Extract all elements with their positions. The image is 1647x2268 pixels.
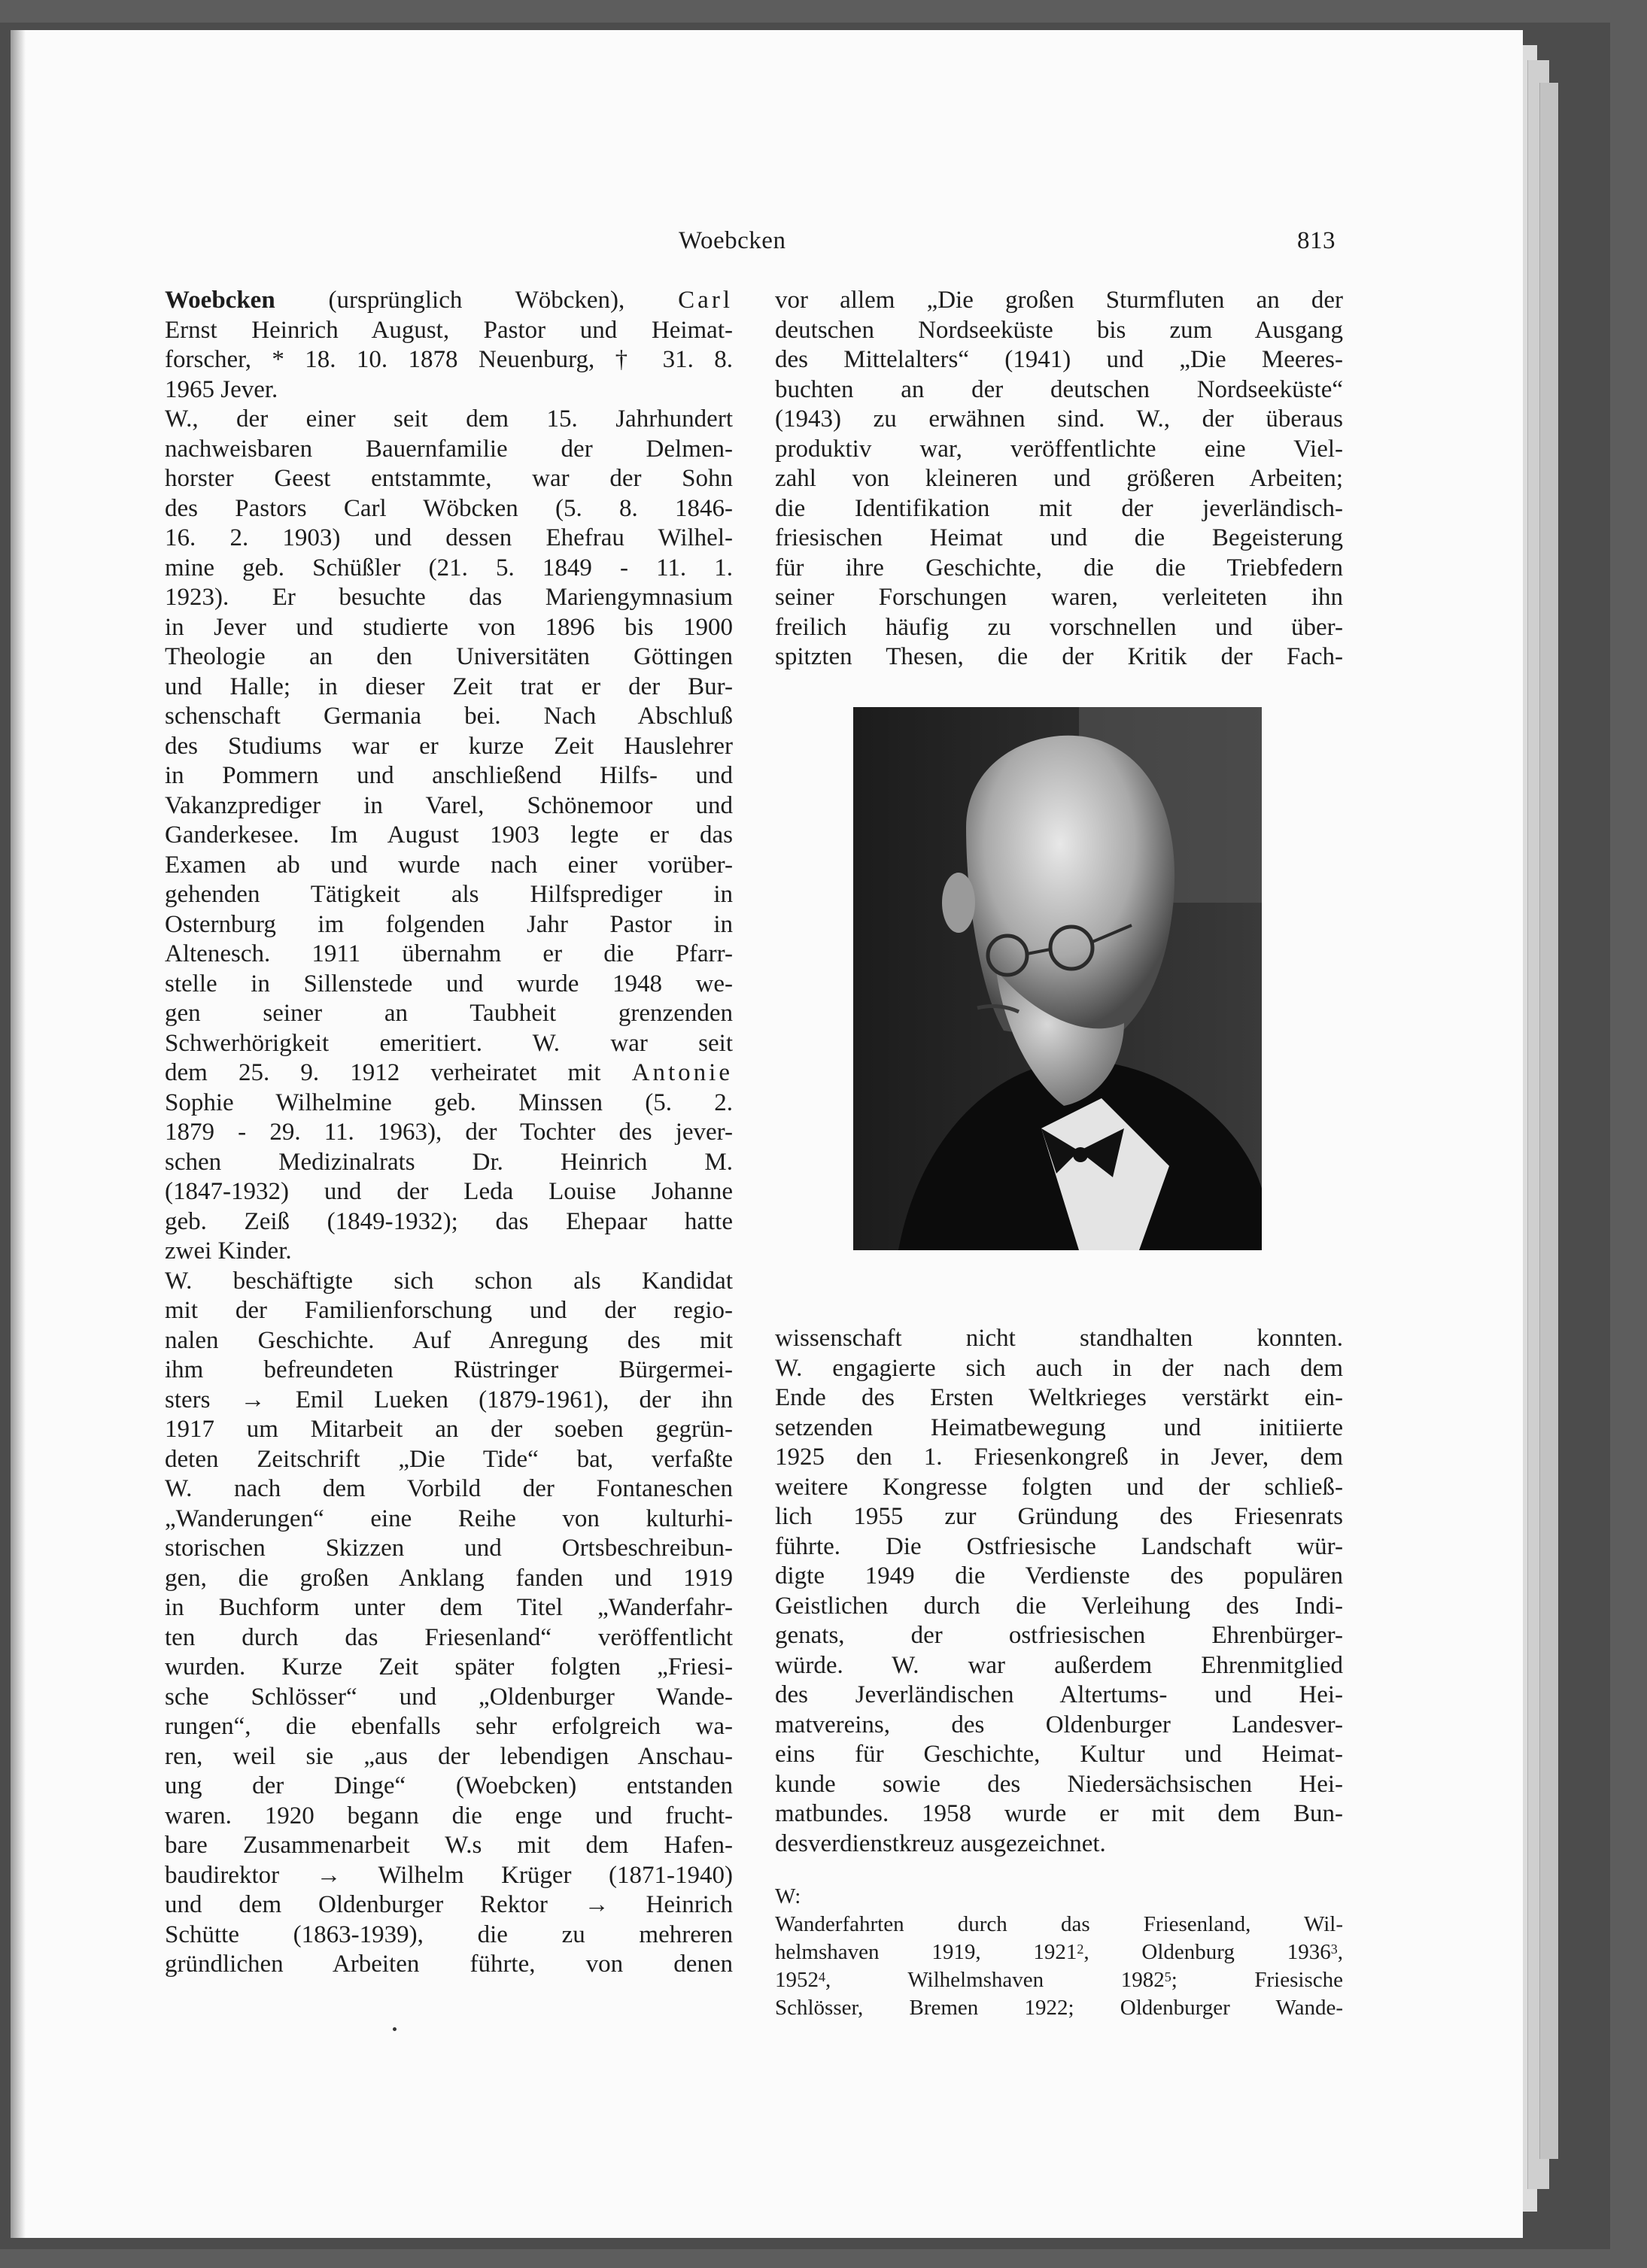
text-line: Ernst Heinrich August, Pastor und Heimat- (165, 316, 733, 344)
text-line: in Buchform unter dem Titel „Wanderfahr- (165, 1594, 733, 1621)
text-line: „Wanderungen“ eine Reihe von kulturhi- (165, 1504, 733, 1532)
superscript: 3 (1330, 1942, 1338, 1957)
text-line (775, 1911, 1343, 1939)
text-line: spitzten Thesen, die der Kritik der Fach- (775, 643, 1343, 670)
text-line: 1917 um Mitarbeit an der soeben gegrün- (165, 1416, 733, 1443)
text-line (775, 1966, 1343, 1994)
text-line: (1847-1932) und der Leda Louise Johanne (165, 1178, 733, 1205)
text-line: in Pommern und anschließend Hilfs- und (165, 762, 733, 789)
text-segment: , Oldenburg 1936 (1083, 1940, 1331, 1964)
text-line: 1923). Er besuchte das Mariengymnasium (165, 584, 733, 611)
text-line: Altenesch. 1911 übernahm er die Pfarr- (165, 940, 733, 967)
text-line: kunde sowie des Niedersächsischen Hei- (775, 1770, 1343, 1798)
superscript: 2 (1077, 1942, 1084, 1957)
text-line: Examen ab und wurde nach einer vorüber- (165, 851, 733, 879)
text-line: Geistlichen durch die Verleihung des Indi- (775, 1592, 1343, 1620)
text-line: Osternburg im folgenden Jahr Pastor in (165, 910, 733, 938)
text-line: freilich häufig zu vorschnellen und über- (775, 613, 1343, 641)
stray-mark (393, 2027, 397, 2031)
text-line: gründlichen Arbeiten führte, von denen (165, 1951, 733, 1978)
text-line: Vakanzprediger in Varel, Schönemoor und (165, 791, 733, 819)
text-line: buchten an der deutschen Nordseeküste“ (775, 375, 1343, 403)
text-line: 1965 Jever. (165, 375, 278, 403)
text-line: zwei Kinder. (165, 1237, 292, 1265)
text-line: weitere Kongresse folgten und der schließ- (775, 1473, 1343, 1501)
text-segment: Wanderfahrten durch das Friesenland, Wil- (775, 1912, 1343, 1936)
text-line (165, 1058, 733, 1088)
text-line: wurden. Kurze Zeit später folgten „Friesi- (165, 1653, 733, 1681)
text-line: sche Schlösser“ und „Oldenburger Wande- (165, 1683, 733, 1711)
text-line: vor allem „Die großen Sturmfluten an der (775, 287, 1343, 314)
text-line: W. engagierte sich auch in der nach dem (775, 1354, 1343, 1382)
text-segment: Woebcken (165, 287, 275, 314)
text-line: Schwerhörigkeit emeritiert. W. war seit (165, 1029, 733, 1057)
text-segment: Carl (678, 287, 733, 314)
text-line: gen, die großen Anklang fanden und 1919 (165, 1564, 733, 1592)
text-line: des Mittelalters“ (1941) und „Die Meeres- (775, 346, 1343, 373)
text-line: nalen Geschichte. Auf Anregung des mit (165, 1326, 733, 1354)
text-line: Ganderkesee. Im August 1903 legte er das (165, 821, 733, 849)
spine-shadow (11, 30, 26, 2238)
text-segment: , Wilhelmshaven 1982 (825, 1968, 1165, 1992)
text-line: Sophie Wilhelmine geb. Minssen (5. 2. (165, 1088, 733, 1116)
text-line: des Jeverländischen Altertums- und Hei- (775, 1681, 1343, 1708)
text-line: W. beschäftigte sich schon als Kandidat (165, 1267, 733, 1295)
page-edge (1539, 83, 1558, 2159)
text-segment: ; Friesische (1171, 1968, 1343, 1992)
text-line: 1879 - 29. 11. 1963), der Tochter des jever- (165, 1119, 733, 1146)
text-line: produktiv war, veröffentlichte eine Viel- (775, 435, 1343, 463)
text-segment: Antonie (631, 1059, 733, 1086)
text-line: führte. Die Ostfriesische Landschaft wür- (775, 1532, 1343, 1560)
text-line: schenschaft Germania bei. Nach Abschluß (165, 703, 733, 730)
text-line: ihm befreundeten Rüstringer Bürgermei- (165, 1356, 733, 1383)
text-line: rungen“, die ebenfalls sehr erfolgreich wa- (165, 1713, 733, 1740)
text-line: mine geb. Schüßler (21. 5. 1849 - 11. 1. (165, 554, 733, 581)
text-line: genats, der ostfriesischen Ehrenbürger- (775, 1622, 1343, 1649)
works-lines (775, 1911, 1343, 2022)
text-line: schen Medizinalrats Dr. Heinrich M. (165, 1148, 733, 1176)
text-line: würde. W. war außerdem Ehrenmitglied (775, 1651, 1343, 1679)
superscript: 4 (819, 1969, 825, 1984)
text-line: für ihre Geschichte, die die Triebfedern (775, 554, 1343, 581)
text-line: geb. Zeiß (1849-1932); das Ehepaar hatte (165, 1207, 733, 1235)
page-number: 813 (1297, 227, 1336, 254)
text-segment: Schlösser, Bremen 1922; Oldenburger Wande- (775, 1996, 1343, 2020)
text-line: ung der Dinge“ (Woebcken) entstanden (165, 1772, 733, 1799)
text-line: in Jever und studierte von 1896 bis 1900 (165, 613, 733, 641)
text-line (165, 286, 733, 316)
portrait-photo-drawing (853, 707, 1262, 1250)
text-line: des Studiums war er kurze Zeit Hauslehrer (165, 732, 733, 760)
text-line: und dem Oldenburger Rektor → Heinrich (165, 1891, 733, 1918)
text-line: desverdienstkreuz ausgezeichnet. (775, 1829, 1106, 1857)
text-line: eins für Geschichte, Kultur und Heimat- (775, 1741, 1343, 1768)
portrait-photo (853, 707, 1262, 1250)
text-line: digte 1949 die Verdienste des populären (775, 1562, 1343, 1589)
text-line (775, 1994, 1343, 2022)
text-line: matbundes. 1958 wurde er mit dem Bun- (775, 1800, 1343, 1827)
text-line: friesischen Heimat und die Begeisterung (775, 524, 1343, 551)
works-heading: W: (775, 1884, 801, 1908)
text-line: Schütte (1863-1939), die zu mehreren (165, 1920, 733, 1948)
text-line: bare Zusammenarbeit W.s mit dem Hafen- (165, 1832, 733, 1859)
text-line: sters → Emil Lueken (1879-1961), der ihn (165, 1386, 733, 1413)
text-line: wissenschaft nicht standhalten konnten. (775, 1325, 1343, 1352)
text-segment: 1952 (775, 1968, 819, 1992)
text-line: baudirektor → Wilhelm Krüger (1871-1940) (165, 1861, 733, 1889)
text-segment: , (1337, 1940, 1343, 1964)
text-line: ren, weil sie „aus der lebendigen Anschau- (165, 1742, 733, 1770)
superscript: 5 (1164, 1969, 1171, 1984)
running-title: Woebcken (679, 227, 786, 254)
text-segment: (ursprünglich Wöbcken), (275, 287, 679, 314)
text-line: (1943) zu erwähnen sind. W., der überaus (775, 405, 1343, 433)
text-line: forscher, * 18. 10. 1878 Neuenburg, † 31. 8. (165, 346, 733, 373)
text-line: und Halle; in dieser Zeit trat er der Bur- (165, 673, 733, 700)
text-line: 1925 den 1. Friesenkongreß in Jever, dem (775, 1444, 1343, 1471)
text-line: seiner Forschungen waren, verleiteten ihn (775, 584, 1343, 611)
text-line: waren. 1920 begann die enge und frucht- (165, 1802, 733, 1829)
text-line: horster Geest entstammte, war der Sohn (165, 465, 733, 492)
text-line: nachweisbaren Bauernfamilie der Delmen- (165, 435, 733, 463)
text-line (775, 1939, 1343, 1966)
text-line: setzenden Heimatbewegung und initiierte (775, 1413, 1343, 1441)
text-line: storischen Skizzen und Ortsbeschreibun- (165, 1535, 733, 1562)
right-column-bottom (775, 1324, 1343, 1859)
text-line: Ende des Ersten Weltkrieges verstärkt ein- (775, 1384, 1343, 1411)
text-line: zahl von kleineren und größeren Arbeiten; (775, 465, 1343, 492)
text-line: mit der Familienforschung und der regio- (165, 1297, 733, 1324)
text-line: deutschen Nordseeküste bis zum Ausgang (775, 316, 1343, 344)
text-line: stelle in Sillenstede und wurde 1948 we- (165, 970, 733, 997)
text-line: lich 1955 zur Gründung des Friesenrats (775, 1503, 1343, 1530)
text-line: die Identifikation mit der jeverländisch- (775, 494, 1343, 522)
left-column (165, 286, 733, 1980)
text-line: matvereins, des Oldenburger Landesver- (775, 1711, 1343, 1738)
works-list (775, 1883, 1343, 2022)
text-segment: helmshaven 1919, 1921 (775, 1940, 1077, 1964)
text-line: ten durch das Friesenland“ veröffentlicht (165, 1623, 733, 1651)
text-line: 16. 2. 1903) und dessen Ehefrau Wilhel- (165, 524, 733, 551)
text-line: deten Zeitschrift „Die Tide“ bat, verfaßte (165, 1445, 733, 1473)
text-line: gehenden Tätigkeit als Hilfsprediger in (165, 881, 733, 908)
right-column-top (775, 286, 1343, 673)
book-page (11, 30, 1523, 2238)
text-line: W. nach dem Vorbild der Fontaneschen (165, 1475, 733, 1502)
text-line: W., der einer seit dem 15. Jahrhundert (165, 405, 733, 433)
text-line: gen seiner an Taubheit grenzenden (165, 1000, 733, 1027)
text-line: des Pastors Carl Wöbcken (5. 8. 1846- (165, 494, 733, 522)
text-line: Theologie an den Universitäten Göttingen (165, 643, 733, 670)
text-segment: dem 25. 9. 1912 verheiratet mit (165, 1059, 632, 1086)
